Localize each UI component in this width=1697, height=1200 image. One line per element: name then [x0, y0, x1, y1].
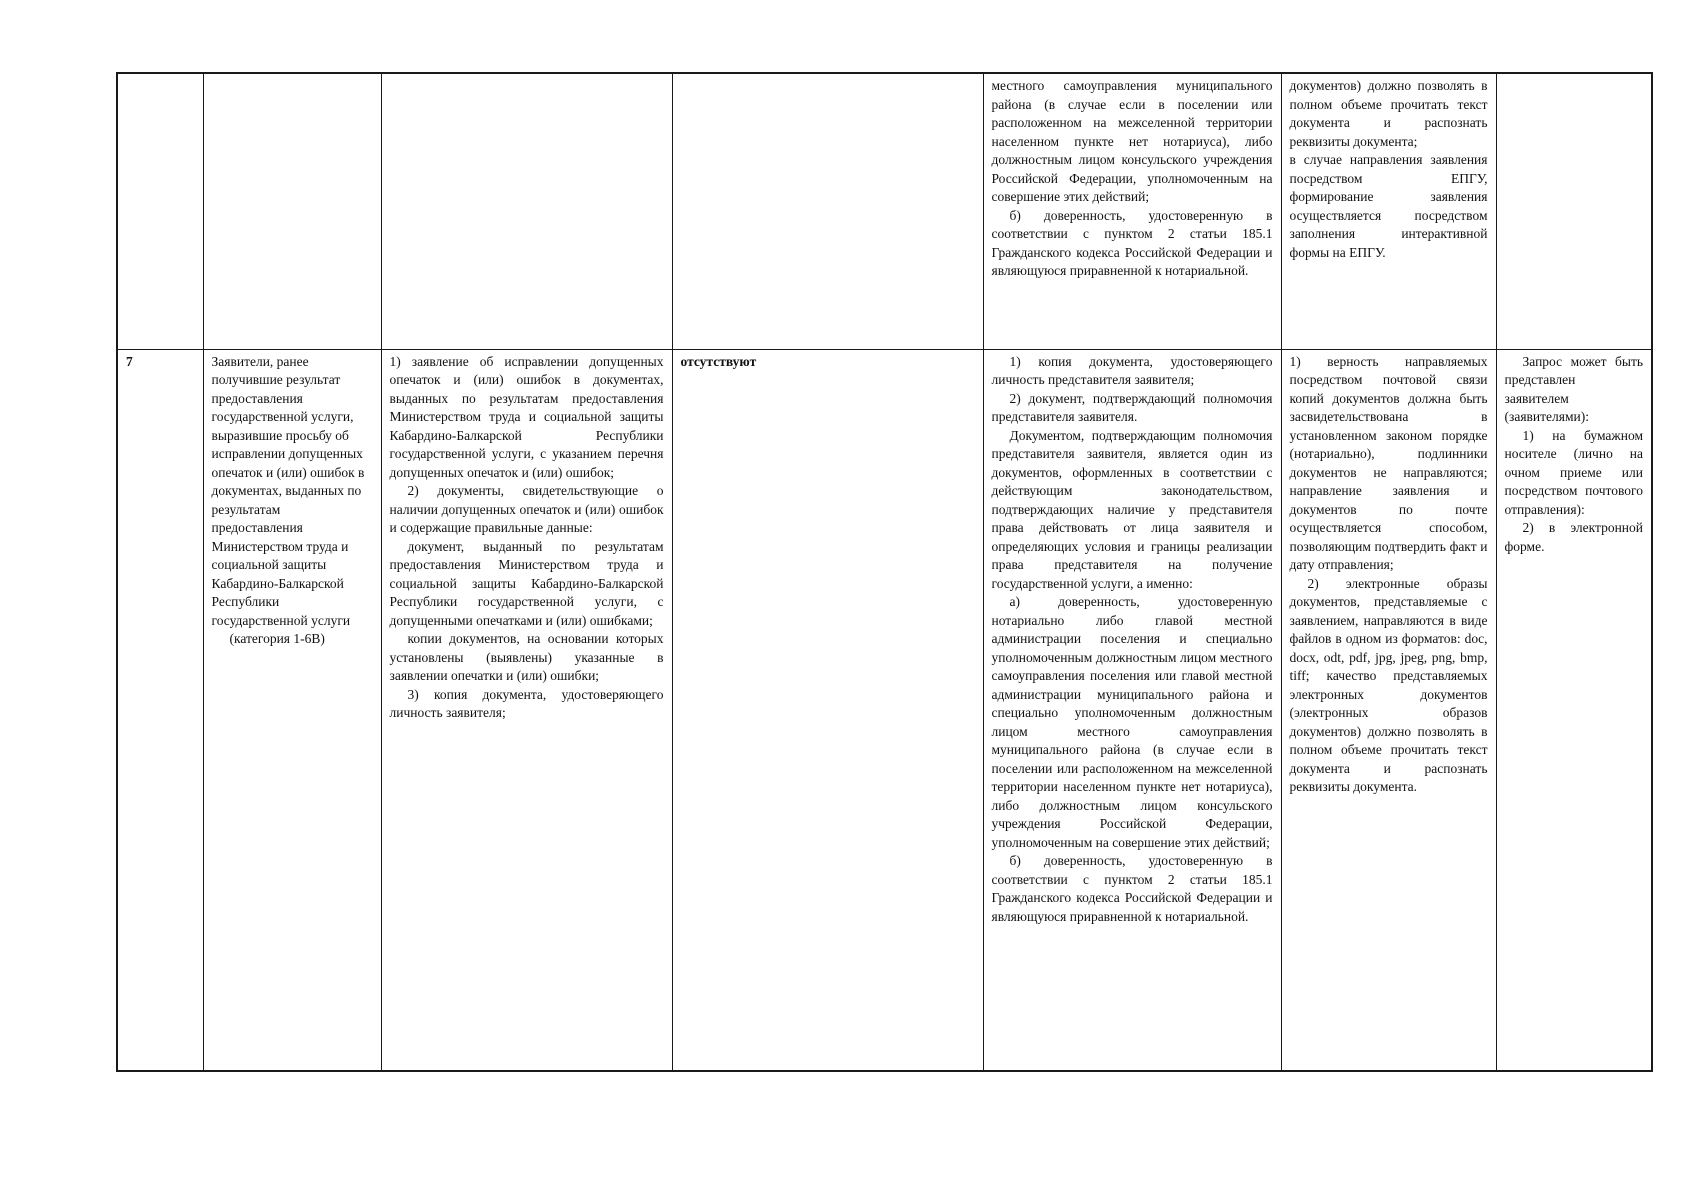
applicants-category: (категория 1-6В) — [229, 631, 325, 646]
paragraph: 1) копия документа, удостоверяющего личность представителя заявителя; — [991, 353, 1273, 387]
paragraph: местного самоуправления муниципального района (в случае если в поселении или расположенном на межселенной территории населенном пункте нет нотариуса), либо должностным лицом консульского учреждения Российской Федерации, уполномоченным на совершение этих действий; — [991, 78, 1273, 204]
paragraph: документ, выданный по результатам предоставления Министерством труда и социальной защиты Кабардино-Балкарской Республики государственной услуги, с допущенными опечатками и (или) ошибками; — [389, 538, 664, 628]
cell-representative-documents — [983, 73, 1281, 349]
paragraph: 2) документ, подтверждающий полномочия представителя заявителя. — [991, 390, 1273, 424]
cell-requirements — [1281, 73, 1496, 349]
paragraph: Запрос может быть представлен заявителем (заявителями): — [1504, 353, 1643, 424]
paragraph: а) доверенность, удостоверенную нотариально либо главой местной администрации поселения и специально уполномоченным должностным лицом местного самоуправления поселения или главой местной администрации муниципального района и специально уполномоченным должностным лицом местного самоуправления муниципального района (в случае если в поселении или расположенном на межселенной территории населенном пункте нет нотариуса), либо должностным лицом консульского учреждения Российской Федерации, уполномоченным на совершение этих действий; — [991, 594, 1273, 850]
paragraph: Документом, подтверждающим полномочия представителя заявителя, является один из документов, оформленных в соответствии с действующим законодательством, подтверждающих наличие у представителя права действовать от лица заявителя и определяющих условия и границы реализации права представителя на получение государственной услуги, а именно: — [991, 427, 1273, 591]
cell-applicants — [203, 349, 381, 1071]
paragraph: б) доверенность, удостоверенную в соответствии с пунктом 2 статьи 185.1 Гражданского кодекса Российской Федерации и являющуюся приравненной к нотариальной. — [991, 853, 1273, 924]
row-number: 7 — [117, 349, 203, 1071]
paragraph: 2) электронные образы документов, представляемые с заявлением, направляются в виде файлов в одном из форматов: doc, docx, odt, pdf, jpg, jpeg, png, bmp, tiff; качество представляемых электронных документов (электронных образов документов) должно позволять в полном объеме прочитать текст документа и распознать реквизиты документа. — [1289, 575, 1488, 794]
paragraph: 2) в электронной форме. — [1504, 520, 1643, 554]
cell-number — [117, 73, 203, 349]
cell-submission-methods — [1496, 73, 1652, 349]
table-row-7 — [117, 349, 1652, 1071]
paragraph: 3) копия документа, удостоверяющего личность заявителя; — [389, 686, 664, 720]
cell-requirements — [1281, 349, 1496, 1071]
paragraph: 1) верность направляемых посредством почтовой связи копий документов должна быть засвидетельствована в установленном законом порядке (нотариально), подлинники документов не направляются; направление заявления и документов по почте осуществляется способом, позволяющим подтвердить факт и дату отправления; — [1289, 353, 1488, 572]
cell-representative-documents — [983, 349, 1281, 1071]
table-row-continuation — [117, 73, 1652, 349]
applicants-description: Заявители, ранее получившие результат предоставления государственной услуги, выразившие просьбу об исправлении допущенных опечаток и (или) ошибок в документах, выданных по результатам предоставления Министерством труда и социальной защиты Кабардино-Балкарской Республики государственной услуги — [211, 353, 365, 628]
cell-submission-methods — [1496, 349, 1652, 1071]
paragraph: копии документов, на основании которых установлены (выявлены) указанные в заявлении опечатки и (или) ошибки; — [389, 631, 664, 683]
cell-interdepartmental — [672, 73, 983, 349]
paragraph: 1) на бумажном носителе (лично на очном приеме или посредством почтового отправления): — [1504, 427, 1643, 517]
document-table — [116, 72, 1653, 1072]
paragraph: 1) заявление об исправлении допущенных опечаток и (или) ошибок в документах, выданных по результатам предоставления Министерством труда и социальной защиты Кабардино-Балкарской Республики государственной услуги, с указанием перечня допущенных опечаток и (или) ошибок; — [389, 353, 664, 480]
cell-documents — [381, 349, 672, 1071]
paragraph: в случае направления заявления посредством ЕПГУ, формирование заявления осуществляется посредством заполнения интерактивной формы на ЕПГУ. — [1289, 152, 1488, 260]
paragraph: б) доверенность, удостоверенную в соответствии с пунктом 2 статьи 185.1 Гражданского кодекса Российской Федерации и являющуюся приравненной к нотариальной. — [991, 207, 1273, 278]
cell-applicants — [203, 73, 381, 349]
paragraph: документов) должно позволять в полном объеме прочитать текст документа и распознать реквизиты документа; — [1289, 78, 1488, 149]
paragraph: 2) документы, свидетельствующие о наличии допущенных опечаток и (или) ошибок и содержащие правильные данные: — [389, 483, 664, 535]
cell-interdepartmental: отсутствуют — [672, 349, 983, 1071]
cell-documents — [381, 73, 672, 349]
